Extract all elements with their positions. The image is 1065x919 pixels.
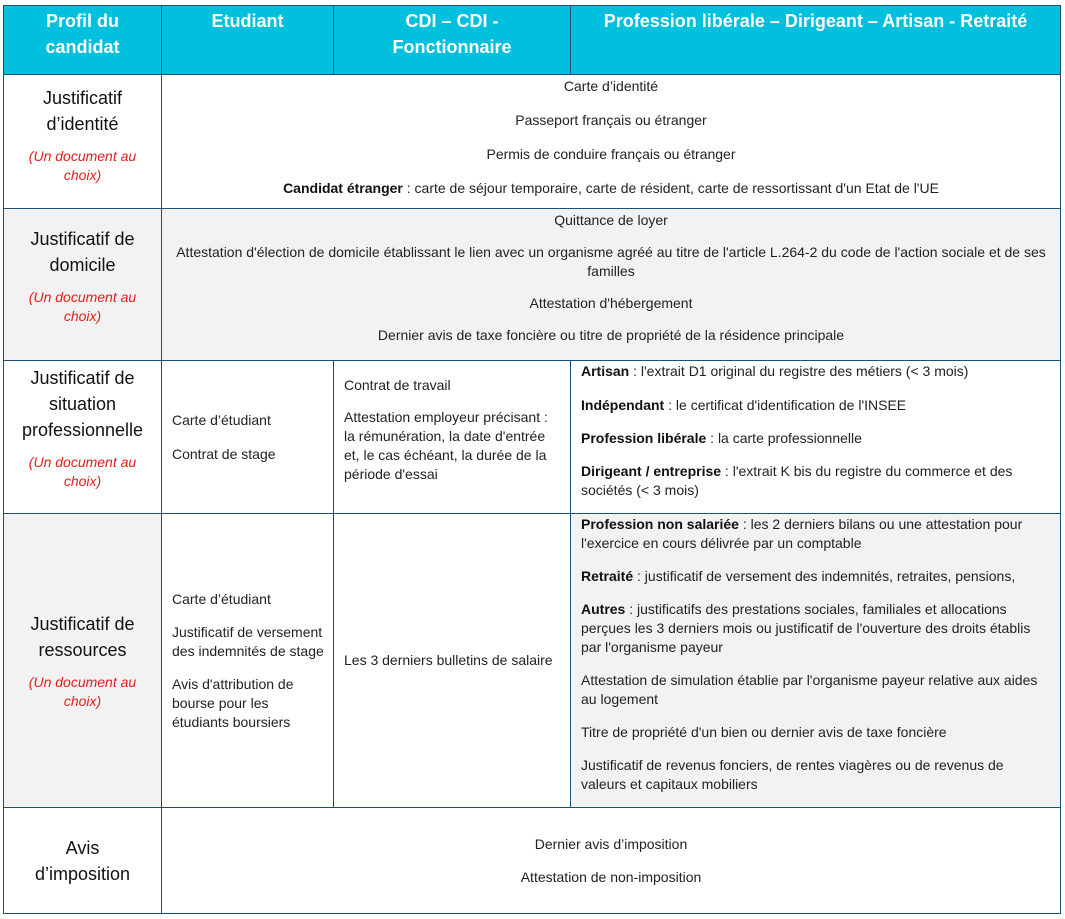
row-label: Justificatif de domicile [30, 229, 135, 275]
document-item [581, 600, 1052, 657]
document-item: Contrat de stage [172, 445, 276, 462]
document-item: Dernier avis de taxe foncière ou titre de propriété de la résidence principale [377, 327, 845, 343]
document-item: Passeport français ou étranger [515, 112, 707, 128]
situation-liberal [571, 361, 1061, 514]
row-tax [4, 808, 1061, 914]
document-item [581, 462, 1052, 500]
document-text: : justificatifs des prestations sociales, familiales et allocations perçues les 3 derniers mois ou justificatif de l'ouverture des droits établis par l'organisme payeur [581, 601, 1031, 655]
row-hint: (Un document au choix) [28, 148, 137, 183]
row-identity [4, 75, 1061, 209]
bold-label: Artisan [581, 363, 630, 379]
row-label: Justificatif de ressources [30, 613, 135, 660]
document-item [581, 567, 1052, 586]
document-item: Carte d’identité [563, 78, 659, 94]
document-text: : l'extrait D1 original du registre des métiers (< 3 mois) [629, 363, 969, 379]
row-domicile [4, 209, 1061, 361]
bold-label: Profession non salariée [581, 516, 739, 532]
row-label-cell [4, 808, 162, 914]
bold-label: Retraité [581, 568, 634, 584]
document-item [162, 179, 1060, 198]
document-item: Quittance de loyer [554, 212, 668, 228]
bold-label: Dirigeant / entreprise [581, 463, 722, 479]
row-situation [4, 361, 1061, 514]
documents-table [3, 5, 1061, 914]
document-item: Attestation d'hébergement [529, 295, 693, 311]
document-text: Titre de propriété d'un bien ou dernier avis de taxe foncière [581, 724, 947, 740]
identity-documents [162, 75, 1061, 209]
document-text: : les 2 derniers bilans ou une attestation pour l'exercice en cours délivrée par un comptable [581, 516, 1023, 551]
row-hint: (Un document au choix) [28, 673, 137, 709]
bold-label: Profession libérale [581, 430, 707, 446]
header-cdi: CDI – CDI - Fonctionnaire [334, 6, 571, 75]
header-row [4, 6, 1061, 75]
row-label-cell [4, 361, 162, 514]
row-resources [4, 514, 1061, 808]
resources-student [162, 514, 334, 808]
domicile-documents [162, 209, 1061, 361]
header-profile: Profil du candidat [4, 6, 162, 75]
bold-label: Candidat étranger [283, 180, 403, 196]
document-item [581, 671, 1052, 709]
document-item [581, 429, 1052, 448]
document-item: Contrat de travail [344, 377, 451, 393]
tax-documents [162, 808, 1061, 914]
document-text: : l'extrait K bis du registre du commerce et des sociétés (< 3 mois) [581, 463, 1013, 498]
row-hint: (Un document au choix) [28, 289, 137, 324]
document-item: Avis d'attribution de bourse pour les étudiants boursiers [172, 675, 294, 730]
row-label-cell [4, 209, 162, 361]
document-item [581, 723, 1052, 742]
document-text: : le certificat d'identification de l'INSEE [664, 397, 907, 413]
document-item: Carte d’étudiant [172, 411, 271, 428]
header-liberal: Profession libérale – Dirigeant – Artisan - Retraité [571, 6, 1061, 75]
document-item: Justificatif de versement des indemnités de stage [172, 623, 324, 659]
bold-label: Indépendant [581, 397, 665, 413]
document-item: Dernier avis d’imposition [534, 835, 688, 852]
document-text: Justificatif de revenus fonciers, de rentes viagères ou de revenus de valeurs et capitaux mobiliers [581, 757, 1004, 792]
document-text: : justificatif de versement des indemnités, retraites, pensions, [633, 568, 1016, 584]
row-label-cell [4, 514, 162, 808]
document-text: Attestation de simulation établie par l'organisme payeur relative aux aides au logement [581, 672, 1038, 707]
situation-cdi [334, 361, 571, 514]
document-item [581, 515, 1052, 553]
document-item [581, 756, 1052, 794]
document-item: Attestation de non-imposition [520, 868, 702, 885]
resources-cdi [334, 514, 571, 808]
document-item: Permis de conduire français ou étranger [486, 146, 736, 162]
situation-student [162, 361, 334, 514]
document-item [581, 396, 1052, 415]
document-item: Attestation employeur précisant : la rémunération, la date d'entrée et, le cas échéant, la durée de la période d'essai [344, 409, 548, 482]
document-item: Attestation d'élection de domicile établissant le lien avec un organisme agréé au titre de l'article L.264-2 du code de l'action sociale et de ses familles [176, 244, 1046, 279]
document-text: : la carte professionnelle [706, 430, 862, 446]
bold-label: Autres [581, 601, 626, 617]
row-label: Justificatif d’identité [42, 88, 123, 134]
document-text: : carte de séjour temporaire, carte de résident, carte de ressortissant d'un Etat de l'UE [402, 180, 939, 196]
row-label: Avis d’imposition [34, 837, 131, 884]
document-item: Les 3 derniers bulletins de salaire [344, 652, 553, 668]
row-label-cell [4, 75, 162, 209]
document-item: Carte d’étudiant [172, 590, 271, 607]
header-student: Etudiant [162, 6, 334, 75]
row-label: Justificatif de situation professionnelle [21, 368, 144, 440]
document-item [581, 362, 1052, 381]
row-hint: (Un document au choix) [28, 454, 137, 489]
resources-liberal [571, 514, 1061, 808]
